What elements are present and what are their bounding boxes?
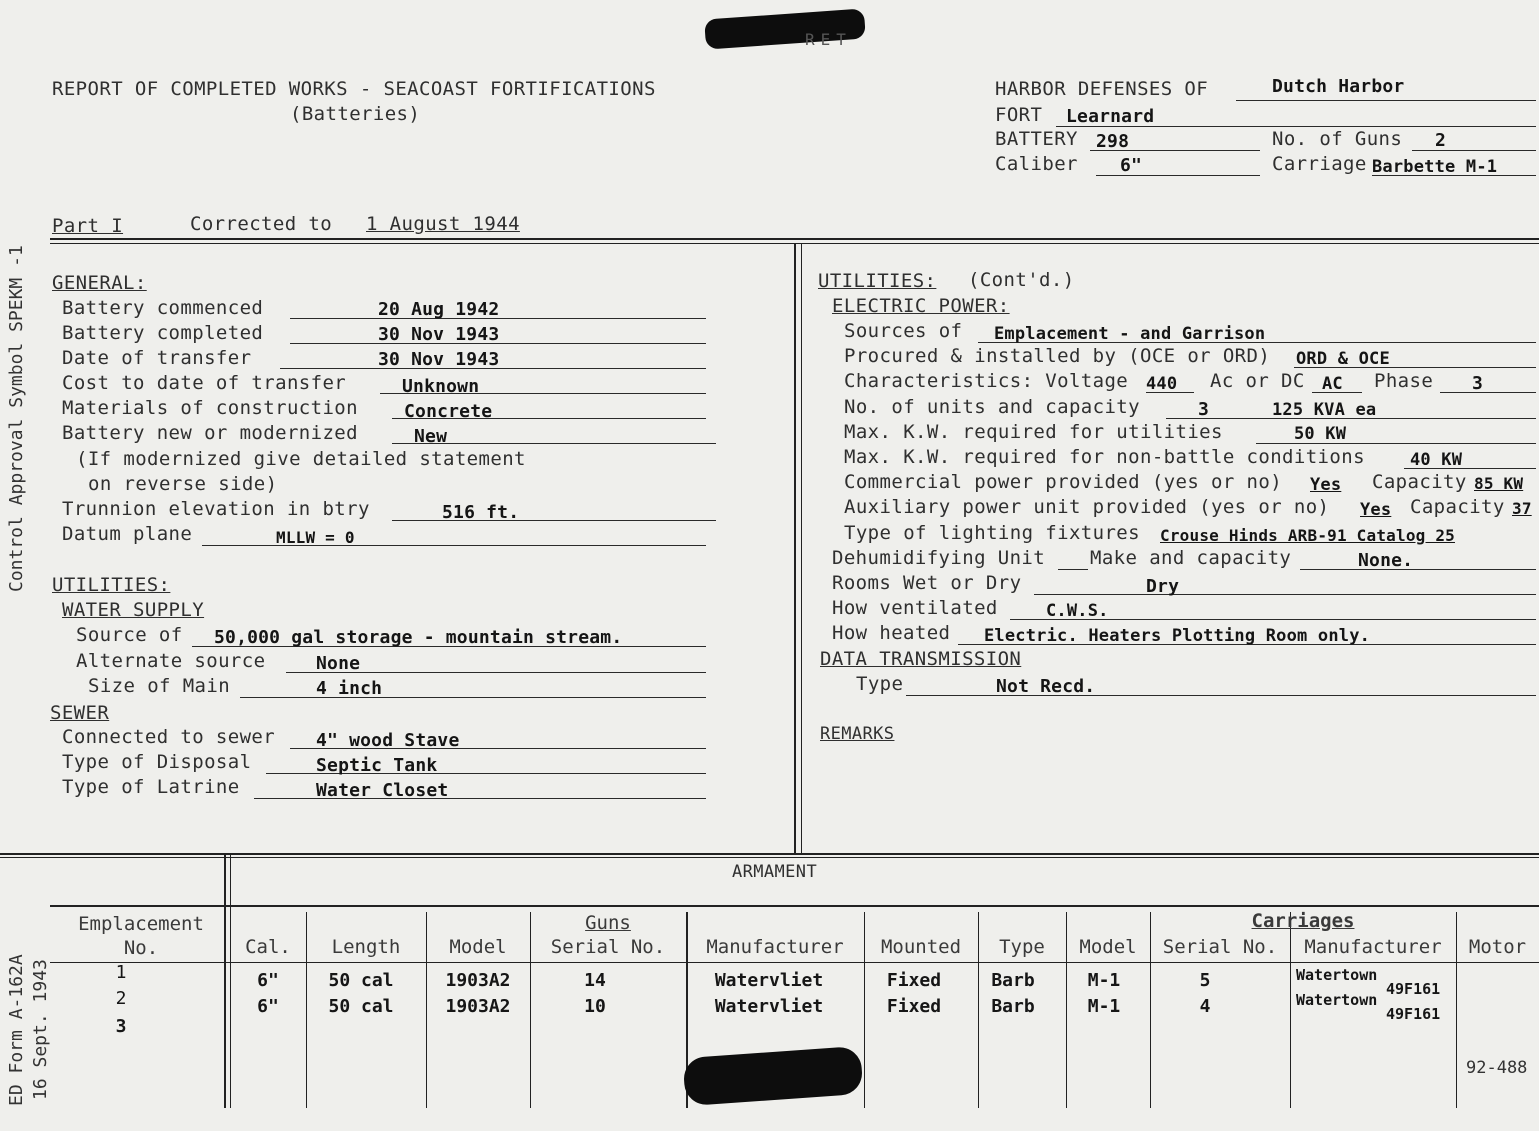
battery-label: BATTERY — [995, 128, 1078, 150]
commercial-value: Yes — [1310, 475, 1342, 495]
latrine-value: Water Closet — [316, 780, 449, 801]
dehumidifying-label: Dehumidifying Unit — [832, 547, 1046, 569]
lighting-value: Crouse Hinds ARB-91 Catalog 25 — [1160, 526, 1455, 545]
row2-carriage-number: 49F161 — [1386, 1005, 1441, 1023]
procured-value: ORD & OCE — [1296, 349, 1390, 369]
auxiliary-label: Auxiliary power unit provided (yes or no) — [844, 496, 1330, 518]
trunnion-label: Trunnion elevation in btry — [62, 498, 370, 520]
rooms-value: Dry — [1146, 576, 1180, 597]
power-sources-value: Emplacement - and Garrison — [994, 324, 1266, 344]
row2-length: 50 cal — [328, 996, 394, 1017]
utilities-contd-heading: UTILITIES: — [818, 270, 937, 292]
commenced-value: 20 Aug 1942 — [378, 299, 500, 320]
utilities-heading: UTILITIES: — [52, 574, 171, 596]
electric-power-heading: ELECTRIC POWER: — [832, 295, 1010, 317]
auxiliary-value: Yes — [1360, 500, 1392, 520]
datum-value: MLLW = 0 — [276, 528, 355, 547]
row2-cal: 6" — [257, 996, 279, 1017]
col-model: Model — [449, 936, 507, 958]
part-label: Part I — [52, 215, 124, 237]
acdc-label: Ac or DC — [1210, 370, 1305, 392]
carriages-group-header: Carriages — [1251, 910, 1355, 932]
phase-label: Phase — [1374, 370, 1434, 392]
newmod-value: New — [414, 426, 448, 447]
capacity1-value: 85 KW — [1474, 474, 1524, 493]
col-type: Type — [999, 936, 1045, 958]
guns-value: 2 — [1435, 130, 1447, 151]
row2-carriage-serial: 4 — [1199, 996, 1211, 1017]
control-approval-text: Control Approval Symbol SPEKM -1 — [6, 245, 27, 592]
ventilated-value: C.W.S. — [1046, 601, 1109, 621]
disposal-label: Type of Disposal — [62, 751, 252, 773]
row1-serial: 14 — [584, 970, 606, 991]
kw-utilities-label: Max. K.W. required for utilities — [844, 421, 1223, 443]
caliber-label: Caliber — [995, 153, 1078, 175]
redaction-mark-bottom — [683, 1046, 864, 1106]
contd-label: (Cont'd.) — [968, 269, 1075, 291]
main-size-label: Size of Main — [88, 675, 231, 697]
characteristics-label: Characteristics: Voltage — [844, 370, 1129, 392]
transfer-value: 30 Nov 1943 — [378, 349, 500, 370]
caliber-value: 6" — [1120, 155, 1143, 176]
col-carriage-model: Model — [1079, 936, 1137, 958]
datum-label: Datum plane — [62, 523, 193, 545]
kw-utilities-value: 50 KW — [1294, 424, 1347, 444]
units-label: No. of units and capacity — [844, 396, 1140, 418]
fort-value: Learnard — [1066, 106, 1155, 127]
heated-value: Electric. Heaters Plotting Room only. — [984, 626, 1371, 646]
carriage-label: Carriage — [1272, 153, 1367, 175]
dehumidifying-value: None. — [1358, 550, 1414, 571]
row1-carriage-manufacturer: Watertown — [1296, 966, 1378, 984]
corrected-value: 1 August 1944 — [366, 213, 520, 235]
kw-nonbattle-value: 40 KW — [1410, 450, 1463, 470]
acdc-value: AC — [1322, 374, 1343, 394]
kw-nonbattle-label: Max. K.W. required for non-battle conditions — [844, 446, 1365, 468]
col-cal: Cal. — [245, 936, 291, 958]
row3-no: 3 — [115, 1016, 127, 1037]
sewer-heading: SEWER — [50, 702, 110, 724]
row1-type: Barb — [991, 970, 1035, 991]
guns-label: No. of Guns — [1272, 128, 1403, 150]
form-date-text: 16 Sept. 1943 — [30, 959, 51, 1100]
row1-manufacturer: Watervliet — [714, 970, 824, 991]
dehumidifying-make-label: Make and capacity — [1090, 547, 1292, 569]
col-mounted: Mounted — [880, 936, 962, 958]
remarks-heading: REMARKS — [820, 724, 895, 744]
water-source-label: Source of — [76, 624, 183, 646]
alternate-source-value: None — [316, 653, 361, 674]
modernized-note-2: on reverse side) — [88, 473, 278, 495]
rooms-label: Rooms Wet or Dry — [832, 572, 1022, 594]
row2-mounted: Fixed — [886, 996, 942, 1017]
classification-text: RET — [805, 30, 852, 49]
lighting-label: Type of lighting fixtures — [844, 522, 1140, 544]
sewer-label: Connected to sewer — [62, 726, 276, 748]
cost-label: Cost to date of transfer — [62, 372, 347, 394]
modernized-note-1: (If modernized give detailed statement — [76, 448, 526, 470]
latrine-label: Type of Latrine — [62, 776, 240, 798]
col-serial: Serial No. — [550, 936, 666, 958]
power-sources-label: Sources of — [844, 320, 963, 342]
fort-label: FORT — [995, 104, 1043, 126]
main-size-value: 4 inch — [316, 678, 383, 699]
commercial-label: Commercial power provided (yes or no) — [844, 471, 1283, 493]
trunnion-value: 516 ft. — [442, 502, 520, 523]
water-supply-heading: WATER SUPPLY — [62, 599, 205, 621]
col-manufacturer: Manufacturer — [706, 936, 844, 958]
col-carriage-manufacturer: Manufacturer — [1304, 936, 1442, 958]
corrected-label: Corrected to — [190, 213, 333, 235]
row2-no: 2 — [115, 988, 127, 1009]
cost-value: Unknown — [402, 376, 480, 397]
transmission-type-value: Not Recd. — [996, 676, 1096, 697]
row2-manufacturer: Watervliet — [714, 996, 824, 1017]
capacity1-label: Capacity — [1372, 471, 1467, 493]
materials-value: Concrete — [404, 401, 493, 422]
materials-label: Materials of construction — [62, 397, 358, 419]
transmission-type-label: Type — [856, 673, 904, 695]
heated-label: How heated — [832, 622, 951, 644]
row2-serial: 10 — [584, 996, 606, 1017]
row1-no: 1 — [115, 962, 127, 983]
commenced-label: Battery commenced — [62, 297, 264, 319]
battery-value: 298 — [1096, 131, 1130, 152]
row1-carriage-serial: 5 — [1199, 970, 1211, 991]
voltage-value: 440 — [1146, 374, 1178, 394]
units-value: 3 — [1198, 399, 1210, 420]
col-motor: Motor — [1468, 936, 1527, 958]
harbor-value: Dutch Harbor — [1272, 76, 1405, 97]
row2-carriage-manufacturer: Watertown — [1296, 991, 1378, 1009]
row2-model: 1903A2 — [445, 996, 511, 1017]
ventilated-label: How ventilated — [832, 597, 998, 619]
alternate-source-label: Alternate source — [76, 650, 266, 672]
row1-carriage-number: 49F161 — [1386, 980, 1441, 998]
row1-mounted: Fixed — [886, 970, 942, 991]
report-title: REPORT OF COMPLETED WORKS - SEACOAST FORTIFICATIONS — [52, 78, 656, 100]
general-heading: GENERAL: — [52, 272, 147, 294]
guns-group-header: Guns — [585, 912, 631, 934]
document-code: 92-488 — [1466, 1058, 1528, 1078]
data-transmission-heading: DATA TRANSMISSION — [820, 648, 1022, 670]
col-length: Length — [331, 936, 401, 958]
row1-length: 50 cal — [328, 970, 394, 991]
form-number-text: ED Form A-162A — [6, 954, 27, 1106]
completed-label: Battery completed — [62, 322, 264, 344]
capacity-value: 125 KVA ea — [1272, 400, 1377, 420]
harbor-label: HARBOR DEFENSES OF — [995, 78, 1209, 100]
armament-heading: ARMAMENT — [732, 862, 818, 882]
col-carriage-serial: Serial No. — [1162, 936, 1278, 958]
carriage-value: Barbette M-1 — [1372, 157, 1498, 177]
transfer-label: Date of transfer — [62, 347, 252, 369]
col-emplacement: Emplacement No. — [78, 913, 204, 959]
disposal-value: Septic Tank — [316, 755, 438, 776]
water-source-value: 50,000 gal storage - mountain stream. — [214, 627, 623, 648]
sewer-value: 4" wood Stave — [316, 730, 460, 751]
row1-model: 1903A2 — [445, 970, 511, 991]
capacity2-value: 37 — [1512, 499, 1532, 518]
capacity2-label: Capacity — [1410, 496, 1505, 518]
completed-value: 30 Nov 1943 — [378, 324, 500, 345]
row2-type: Barb — [991, 996, 1035, 1017]
row2-carriage-model: M-1 — [1087, 996, 1121, 1017]
procured-label: Procured & installed by (OCE or ORD) — [844, 345, 1271, 367]
newmod-label: Battery new or modernized — [62, 422, 358, 444]
row1-cal: 6" — [257, 970, 279, 991]
row1-carriage-model: M-1 — [1087, 970, 1121, 991]
phase-value: 3 — [1472, 373, 1484, 394]
report-subtitle: (Batteries) — [290, 103, 421, 125]
